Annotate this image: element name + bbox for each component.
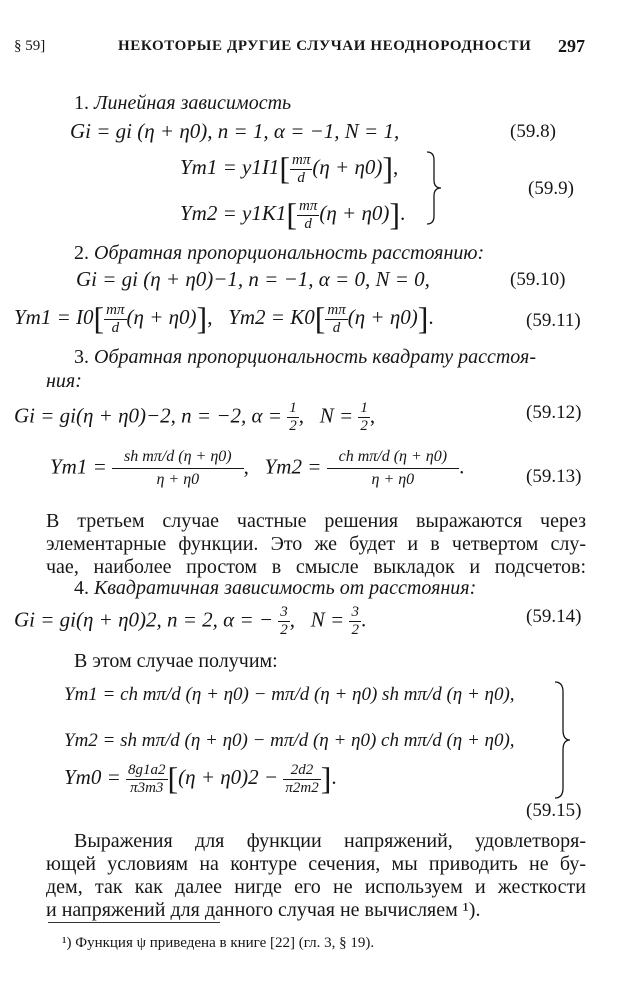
case4-heading-number: 4. xyxy=(74,577,89,599)
case3-heading-text: Обратная пропорциональность квадрату расстоя- xyxy=(94,346,536,368)
eq-final-ym1: Ym1 = ch mπ/d (η + η0) − mπ/d (η + η0) sh mπ/d (η + η0), xyxy=(64,684,515,705)
eq-ym1-case1: Ym1 = y1I1[ $\frac{m\pi}{d}$ (η + η0)], xyxy=(180,150,399,186)
eq-59-12-main: Gi = gi(η + η0)−2, n = −2, α = xyxy=(14,403,282,428)
eq-59-13-ym1-lhs: Ym1 = xyxy=(50,454,107,479)
eq-59-11: Ym1 = I0[ $\frac{m\pi}{d}$ (η + η0)], Ym2 = K0[ $\frac{m\pi}{d}$ (η + η0)]. xyxy=(14,300,434,336)
eq-ym1-case1-lhs: Ym1 = y1I1 xyxy=(180,155,280,179)
eq-number-59-15: (59.15) xyxy=(526,800,582,821)
paragraph-line: дем, так как далее нигде его не используем и жесткости xyxy=(46,876,586,898)
case2-heading xyxy=(74,242,484,265)
case1-heading xyxy=(74,92,291,115)
frac-num: 3 xyxy=(351,604,359,620)
paragraph-line: Выражения для функции напряжений, удовлетворя- xyxy=(74,830,586,852)
eq-59-13: Ym1 = $\frac{\text{sh mπ/d (η + η0)}}{\eta + \eta 0}$ , Ym2 = $\frac{\text{ch mπ/d (η + η0)}}{\eta + \eta 0}$ . xyxy=(50,446,464,491)
frac-den: π3m3 xyxy=(130,779,164,796)
frac-den: 2 xyxy=(351,622,359,638)
eq-number-59-8: (59.8) xyxy=(510,121,556,142)
paragraph-line: и напряжений для данного случая не вычисляем ¹). xyxy=(46,899,481,921)
right-brace-59-9 xyxy=(424,150,446,226)
frac-num: 1 xyxy=(360,400,368,416)
right-brace-59-15 xyxy=(552,680,574,800)
eq-final-ym0: Ym0 = $\frac{8g1a2}{\pi 3m3}$ [(η + η0)2 − $\frac{2d2}{\pi 2m2}$ ]. xyxy=(64,760,337,796)
eq-final-ym0-inner: (η + η0)2 − xyxy=(178,765,279,789)
eq-59-14-main: Gi = gi(η + η0)2, n = 2, α = − xyxy=(14,607,274,632)
eq-number-59-9: (59.9) xyxy=(528,178,574,199)
section-marker: § 59] xyxy=(14,38,46,54)
eq-59-13-ym2-lhs: Ym2 = xyxy=(264,454,322,479)
frac-num: 8g1a2 xyxy=(128,761,166,778)
frac-den: d xyxy=(332,319,341,336)
frac-num: mπ xyxy=(327,301,346,318)
paragraph-line: элементарные функции. Это же будет и в четвертом слу- xyxy=(46,533,586,555)
eq-59-12-n: N = xyxy=(319,403,354,428)
frac-num: ch mπ/d (η + η0) xyxy=(327,446,459,469)
eq-number-59-11: (59.11) xyxy=(526,310,581,331)
paragraph-line: ющей условиям на контуре сечения, мы приводить не бу- xyxy=(46,853,586,875)
paragraph-line: В третьем случае частные решения выражаются через xyxy=(46,510,586,532)
frac-num: sh mπ/d (η + η0) xyxy=(112,446,244,469)
case4-heading xyxy=(74,577,476,600)
frac-den: d xyxy=(111,319,120,336)
running-title: НЕКОТОРЫЕ ДРУГИЕ СЛУЧАИ НЕОДНОРОДНОСТИ xyxy=(118,38,532,54)
paragraph-line: чае, наиболее простом в смысле выкладок и подсчетов: xyxy=(46,556,586,578)
eq-59-14-n: N = xyxy=(310,607,345,632)
frac-den: d xyxy=(297,169,305,186)
frac-den: d xyxy=(304,215,312,232)
paragraph-intro-final: В этом случае получим: xyxy=(74,650,278,672)
frac-num: 3 xyxy=(280,604,288,620)
eq-59-14: Gi = gi(η + η0)2, n = 2, α = − $\frac{3}{2}$ , N = $\frac{3}{2}$ . xyxy=(14,604,367,638)
frac-den: 2 xyxy=(360,418,368,434)
eq-final-ym2: Ym2 = sh mπ/d (η + η0) − mπ/d (η + η0) ch mπ/d (η + η0), xyxy=(64,730,515,751)
frac-den: η + η0 xyxy=(156,471,200,488)
eq-59-11-ym1-arg: (η + η0) xyxy=(126,305,197,329)
case3-heading-line1 xyxy=(74,346,536,369)
case3-heading-text-cont: ния: xyxy=(46,370,82,392)
frac-num: 1 xyxy=(289,400,297,416)
frac-den: 2 xyxy=(280,622,288,638)
eq-ym2-case1-arg: (η + η0) xyxy=(319,201,390,225)
eq-number-59-12: (59.12) xyxy=(526,402,582,423)
eq-ym2-case1: Ym2 = y1K1[ $\frac{m\pi}{d}$ (η + η0)]. xyxy=(180,196,406,232)
frac-den: η + η0 xyxy=(371,471,415,488)
case3-heading-line2 xyxy=(46,370,82,393)
eq-59-11-ym2-lhs: Ym2 = K0 xyxy=(228,305,315,329)
frac-num: mπ xyxy=(299,197,318,214)
footnote: ¹) Функция ψ приведена в книге [22] (гл. 3, § 19). xyxy=(62,935,375,951)
eq-59-11-ym2-arg: (η + η0) xyxy=(347,305,418,329)
eq-59-11-ym1-lhs: Ym1 = I0 xyxy=(14,305,94,329)
eq-59-10: Gi = gi (η + η0)−1, n = −1, α = 0, N = 0, xyxy=(76,267,430,291)
case1-heading-text: Линейная зависимость xyxy=(94,92,292,114)
frac-num: mπ xyxy=(292,151,311,168)
frac-num: 2d2 xyxy=(283,762,320,780)
frac-num: mπ xyxy=(106,301,125,318)
eq-number-59-14: (59.14) xyxy=(526,606,582,627)
eq-number-59-10: (59.10) xyxy=(510,269,566,290)
frac-den: π2m2 xyxy=(285,779,319,796)
eq-59-8: Gi = gi (η + η0), n = 1, α = −1, N = 1, xyxy=(70,119,400,143)
footnote-rule xyxy=(48,922,220,923)
frac-den: 2 xyxy=(289,418,297,434)
eq-number-59-13: (59.13) xyxy=(526,466,582,487)
case2-heading-number: 2. xyxy=(74,242,89,264)
case3-heading-number: 3. xyxy=(74,346,89,368)
page-number: 297 xyxy=(558,36,585,56)
eq-ym2-case1-lhs: Ym2 = y1K1 xyxy=(180,201,287,225)
case4-heading-text: Квадратичная зависимость от расстояния: xyxy=(94,577,477,599)
eq-59-12: Gi = gi(η + η0)−2, n = −2, α = $\frac{1}{2}$ , N = $\frac{1}{2}$ , xyxy=(14,400,376,434)
case2-heading-text: Обратная пропорциональность расстоянию: xyxy=(94,242,485,264)
case1-heading-number: 1. xyxy=(74,92,89,114)
eq-final-ym0-lhs: Ym0 = xyxy=(64,765,121,789)
eq-ym1-case1-arg: (η + η0) xyxy=(312,155,383,179)
